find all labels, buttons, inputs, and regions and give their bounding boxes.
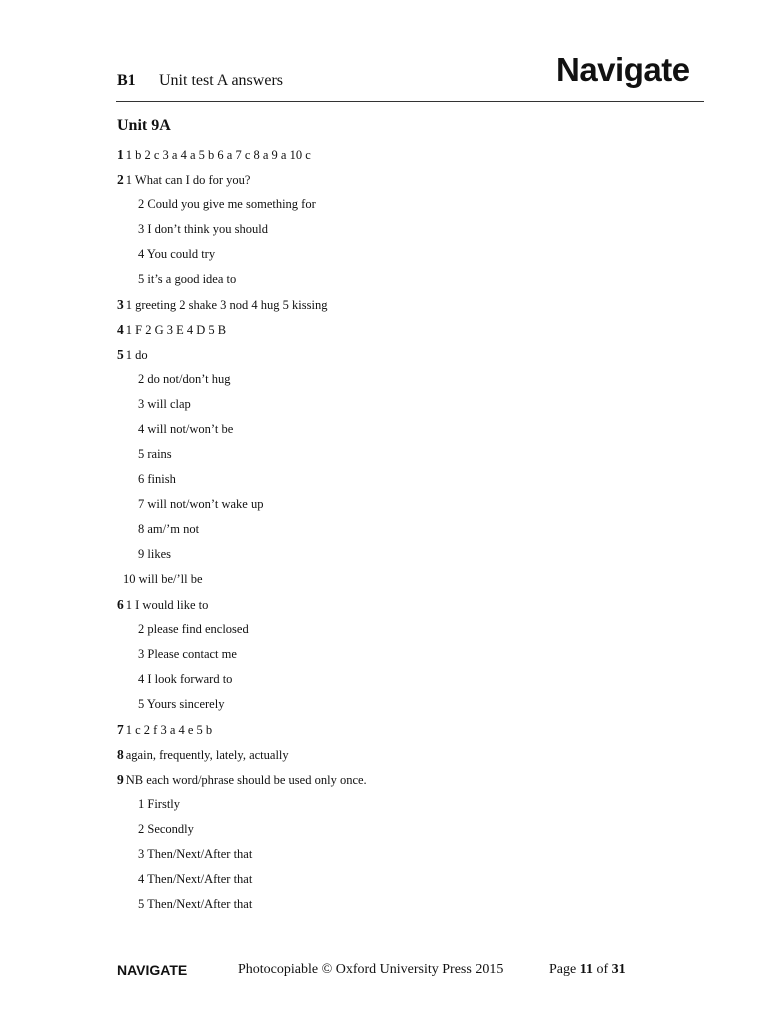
answer-item: 10 will be/’ll be xyxy=(123,572,203,586)
question-6 xyxy=(117,592,697,617)
page-total: 31 xyxy=(611,962,626,977)
answer-text: again, frequently, lately, actually xyxy=(125,748,289,762)
answer-item: 8 am/’m not xyxy=(138,522,200,536)
navigate-logo: Navigate xyxy=(556,51,690,88)
answer-item: 2 Could you give me something for xyxy=(138,197,316,211)
answer-item: 5 Then/Next/After that xyxy=(138,897,253,911)
question-number: 2 xyxy=(117,172,124,187)
footer-brand: NAVIGATE xyxy=(117,962,188,978)
answer-item: 4 I look forward to xyxy=(138,672,233,686)
answer-item: 4 will not/won’t be xyxy=(138,422,234,436)
page-number xyxy=(549,962,626,978)
answer-item: 6 finish xyxy=(138,472,176,486)
unit-title: Unit 9A xyxy=(117,117,171,134)
answer-item: 4 Then/Next/After that xyxy=(138,872,253,886)
answer-item: 3 Please contact me xyxy=(138,647,237,661)
answer-text: 1 I would like to xyxy=(125,598,209,612)
question-2 xyxy=(117,167,697,192)
question-4 xyxy=(117,317,697,342)
question-number: 6 xyxy=(117,597,124,612)
question-number: 4 xyxy=(117,322,124,337)
answer-item: 5 it’s a good idea to xyxy=(138,272,237,286)
answer-item: 2 Secondly xyxy=(138,822,194,836)
answer-text: 1 What can I do for you? xyxy=(125,173,251,187)
header-rule xyxy=(116,101,704,102)
header-title: Unit test A answers xyxy=(159,72,283,89)
answer-text: NB each word/phrase should be used only once. xyxy=(125,773,367,787)
answer-text: 1 b 2 c 3 a 4 a 5 b 6 a 7 c 8 a 9 a 10 c xyxy=(125,148,311,162)
footer-copyright: Photocopiable © Oxford University Press 2015 xyxy=(238,962,504,977)
question-number: 7 xyxy=(117,722,124,737)
answer-item: 2 please find enclosed xyxy=(138,622,249,636)
answer-item: 3 will clap xyxy=(138,397,191,411)
question-5 xyxy=(117,342,697,367)
answer-key xyxy=(117,142,697,917)
answer-item: 5 rains xyxy=(138,447,172,461)
question-number: 1 xyxy=(117,147,124,162)
header-level: B1 xyxy=(117,72,136,89)
answer-item: 1 Firstly xyxy=(138,797,181,811)
answer-item: 2 do not/don’t hug xyxy=(138,372,231,386)
answer-text: 1 greeting 2 shake 3 nod 4 hug 5 kissing xyxy=(125,298,328,312)
answer-text: 1 F 2 G 3 E 4 D 5 B xyxy=(125,323,227,337)
question-1 xyxy=(117,142,697,167)
answer-item: 5 Yours sincerely xyxy=(138,697,225,711)
answer-item: 9 likes xyxy=(138,547,171,561)
question-number: 3 xyxy=(117,297,124,312)
page-current: 11 xyxy=(579,962,593,977)
question-9 xyxy=(117,767,697,792)
answer-item: 4 You could try xyxy=(138,247,216,261)
question-number: 5 xyxy=(117,347,124,362)
answer-text: 1 c 2 f 3 a 4 e 5 b xyxy=(125,723,213,737)
question-7 xyxy=(117,717,697,742)
answer-text: 1 do xyxy=(125,348,148,362)
answer-item: 3 Then/Next/After that xyxy=(138,847,253,861)
answer-item: 7 will not/won’t wake up xyxy=(138,497,264,511)
question-number: 9 xyxy=(117,772,124,787)
page-of: of xyxy=(596,962,609,977)
answer-item: 3 I don’t think you should xyxy=(138,222,268,236)
question-3 xyxy=(117,292,697,317)
question-number: 8 xyxy=(117,747,124,762)
question-8 xyxy=(117,742,697,767)
page-label: Page xyxy=(549,962,577,977)
